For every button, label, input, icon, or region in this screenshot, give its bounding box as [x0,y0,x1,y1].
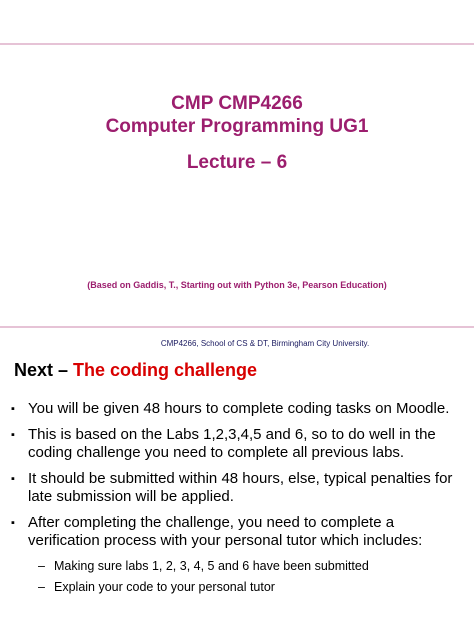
slide-title-prefix: Next – [14,360,74,380]
list-item-text: After completing the challenge, you need to complete a verification process with your personal tutor which includes: [28,513,423,549]
list-item-text: This is based on the Labs 1,2,3,4,5 and 6, so to do well in the coding challenge you need to complete all previous labs. [28,425,436,461]
slide-title [14,360,257,381]
course-title: Computer Programming UG1 [105,116,369,137]
list-item [11,514,466,551]
cover-title-block [0,92,474,174]
course-code: CMP CMP4266 [171,93,303,114]
dash-bullet-icon: – [38,579,45,594]
square-bullet-icon: ▪ [11,472,15,485]
list-item-text: You will be given 48 hours to complete coding tasks on Moodle. [28,400,450,417]
list-item [11,470,466,507]
sub-list-item-text: Making sure labs 1, 2, 3, 4, 5 and 6 have been submitted [54,558,369,573]
square-bullet-icon: ▪ [11,403,15,415]
square-bullet-icon: ▪ [11,428,15,441]
sub-list-item [11,558,466,575]
source-citation: (Based on Gaddis, T., Starting out with Python 3e, Pearson Education) [87,280,387,290]
sub-list-item-text: Explain your code to your personal tutor [54,579,275,594]
list-item [11,400,466,419]
lecture-number: Lecture – 6 [186,152,288,173]
bullet-list [11,400,466,600]
list-item-text: It should be submitted within 48 hours, else, typical penalties for late submission will be applied. [28,469,453,505]
dash-bullet-icon: – [38,558,45,573]
middle-divider [0,326,474,328]
square-bullet-icon: ▪ [11,516,15,529]
sub-list-item [11,579,466,596]
list-item [11,426,466,463]
top-divider [0,43,474,45]
slide-title-emphasis: The coding challenge [73,360,258,380]
slide-footer: CMP4266, School of CS & DT, Birmingham City University. [160,339,370,348]
